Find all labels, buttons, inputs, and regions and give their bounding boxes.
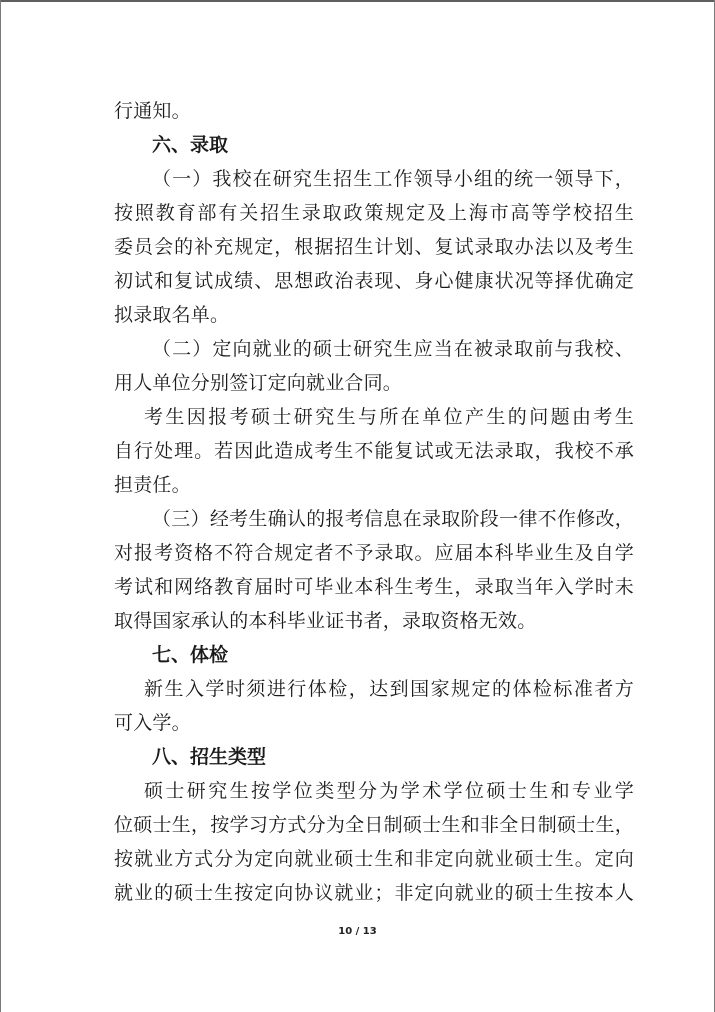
body-line: 就业的硕士生按定向协议就业；非定向就业的硕士生按本人 — [114, 882, 634, 904]
window-top-edge — [0, 0, 715, 2]
body-line: （二）定向就业的硕士研究生应当在被录取前与我校、 — [152, 338, 634, 360]
body-line: 拟录取名单。 — [114, 304, 230, 326]
section-heading-enrollment-types: 八、招生类型 — [152, 746, 267, 768]
body-line: 按照教育部有关招生录取政策规定及上海市高等学校招生 — [114, 202, 634, 224]
section-heading-physical-exam: 七、体检 — [152, 644, 229, 666]
body-line: 可入学。 — [114, 712, 191, 734]
body-line: 自行处理。若因此造成考生不能复试或无法录取，我校不承 — [114, 440, 634, 462]
body-line: 考试和网络教育届时可毕业本科生考生，录取当年入学时未 — [114, 576, 634, 598]
body-line: 担责任。 — [114, 474, 191, 496]
section-heading-admission: 六、录取 — [152, 134, 229, 156]
body-line: 委员会的补充规定，根据招生计划、复试录取办法以及考生 — [114, 236, 634, 258]
body-line: 用人单位分别签订定向就业合同。 — [114, 372, 403, 394]
body-line: （三）经考生确认的报考信息在录取阶段一律不作修改， — [152, 508, 634, 530]
document-body — [114, 94, 634, 910]
body-line: 取得国家承认的本科毕业证书者，录取资格无效。 — [114, 610, 537, 632]
page-left-edge — [0, 0, 1, 1012]
body-line: 考生因报考硕士研究生与所在单位产生的问题由考生 — [144, 406, 634, 428]
body-line: 按就业方式分为定向就业硕士生和非定向就业硕士生。定向 — [114, 848, 634, 870]
body-line: 新生入学时须进行体检，达到国家规定的体检标准者方 — [144, 678, 634, 700]
page-number: 10 / 13 — [338, 926, 377, 937]
body-line: 对报考资格不符合规定者不予录取。应届本科毕业生及自学 — [114, 542, 634, 564]
body-line: 位硕士生，按学习方式分为全日制硕士生和非全日制硕士生， — [114, 814, 634, 836]
body-line: 初试和复试成绩、思想政治表现、身心健康状况等择优确定 — [114, 270, 634, 292]
body-line: 行通知。 — [114, 100, 191, 122]
body-line: 硕士研究生按学位类型分为学术学位硕士生和专业学 — [144, 780, 634, 802]
body-line: （一）我校在研究生招生工作领导小组的统一领导下， — [152, 168, 634, 190]
